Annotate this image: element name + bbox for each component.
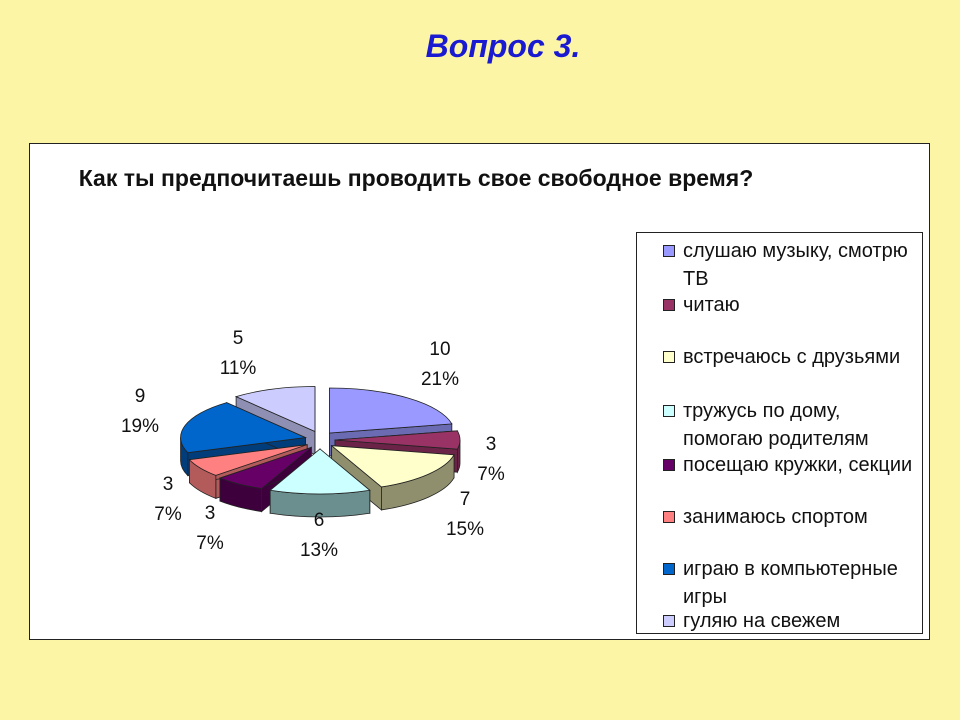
legend-label: тружусь по дому, помогаю родителям bbox=[683, 400, 869, 450]
legend-label: занимаюсь спортом bbox=[683, 506, 868, 528]
data-label-percent-8: 11% bbox=[219, 358, 257, 379]
data-label-value-5: 3 bbox=[204, 503, 216, 524]
legend-swatch bbox=[663, 351, 675, 363]
data-label-value-1: 10 bbox=[429, 339, 451, 360]
data-label-value-3: 7 bbox=[459, 489, 471, 510]
legend-swatch bbox=[663, 615, 675, 627]
data-label-value-8: 5 bbox=[232, 328, 244, 349]
legend-item-8 bbox=[659, 607, 919, 634]
data-label-percent-2: 7% bbox=[477, 464, 505, 485]
chart-title: Как ты предпочитаешь проводить свое свободное время? bbox=[78, 165, 754, 191]
data-label-percent-1: 21% bbox=[420, 369, 460, 390]
data-label-value-7: 9 bbox=[134, 386, 146, 407]
legend-swatch bbox=[663, 563, 675, 575]
data-label-percent-5: 7% bbox=[196, 533, 224, 554]
legend-label: слушаю музыку, смотрю ТВ bbox=[683, 240, 908, 290]
legend-swatch bbox=[663, 245, 675, 257]
data-label-percent-3: 15% bbox=[445, 519, 485, 540]
legend-label: гуляю на свежем bbox=[683, 610, 841, 632]
legend-swatch bbox=[663, 405, 675, 417]
legend-swatch bbox=[663, 511, 675, 523]
legend-item-2 bbox=[659, 291, 919, 319]
data-label-value-4: 6 bbox=[313, 510, 325, 531]
legend-item-4 bbox=[659, 397, 919, 453]
legend-item-1 bbox=[659, 237, 919, 293]
legend-item-5 bbox=[659, 451, 919, 479]
legend-label: посещаю кружки, секции bbox=[683, 454, 913, 476]
legend-item-6 bbox=[659, 503, 919, 531]
legend-swatch bbox=[663, 459, 675, 471]
data-label-percent-6: 7% bbox=[154, 504, 182, 525]
legend-label: читаю bbox=[683, 294, 740, 316]
data-label-value-2: 3 bbox=[485, 434, 497, 455]
data-label-value-6: 3 bbox=[162, 474, 174, 495]
chart-legend bbox=[636, 232, 923, 634]
legend-label: встречаюсь с друзьями bbox=[683, 346, 901, 368]
legend-item-3 bbox=[659, 343, 919, 371]
legend-item-7 bbox=[659, 555, 919, 611]
data-label-percent-4: 13% bbox=[299, 540, 339, 561]
legend-swatch bbox=[663, 299, 675, 311]
legend-label: играю в компьютерные игры bbox=[683, 558, 898, 608]
slide-title: Вопрос 3. bbox=[425, 28, 581, 64]
data-label-percent-7: 19% bbox=[120, 416, 160, 437]
